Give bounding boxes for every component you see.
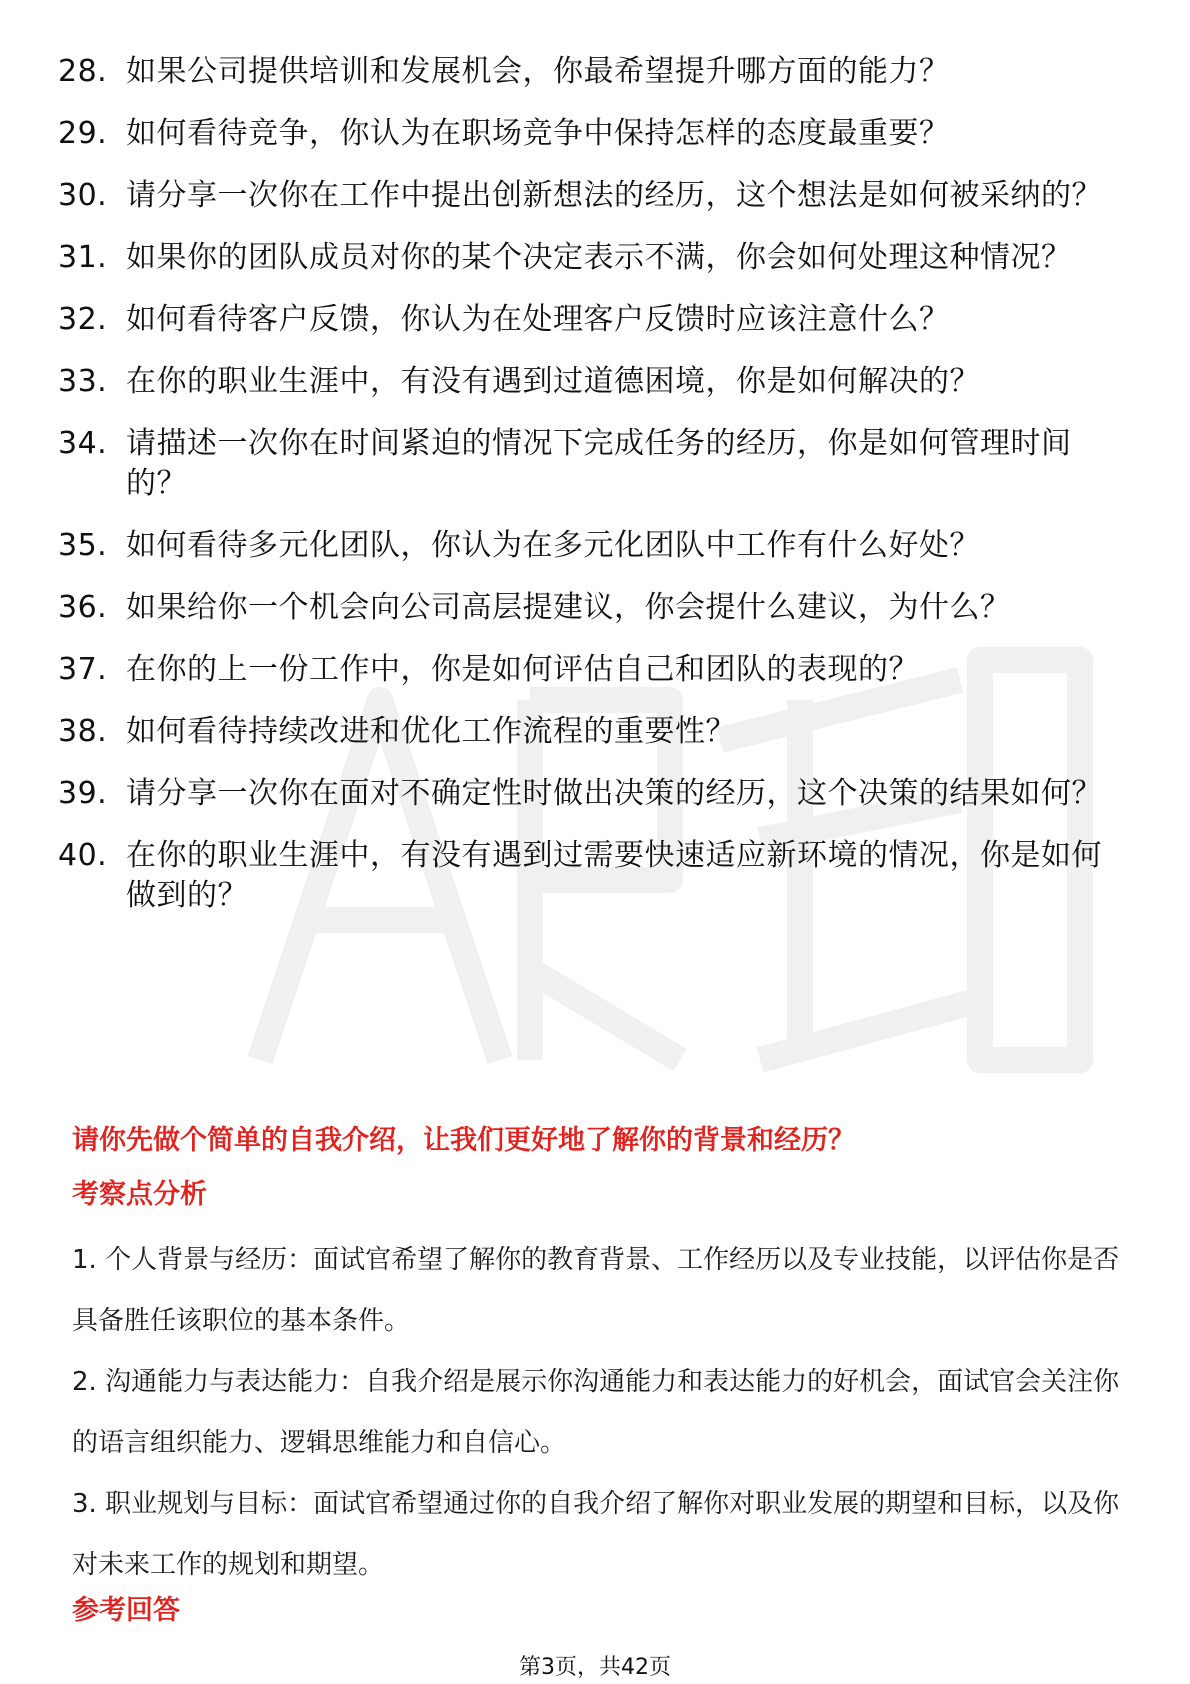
question-text: 请分享一次你在工作中提出创新想法的经历，这个想法是如何被采纳的？ — [126, 178, 1102, 213]
question-number: 28. — [58, 54, 108, 89]
question-text: 如果公司提供培训和发展机会，你最希望提升哪方面的能力？ — [126, 54, 950, 89]
question-item — [58, 424, 1118, 504]
question-item — [58, 712, 1118, 752]
question-text: 请描述一次你在时间紧迫的情况下完成任务的经历，你是如何管理时间的？ — [126, 426, 1072, 501]
section-question-heading: 请你先做个简单的自我介绍，让我们更好地了解你的背景和经历？ — [72, 1125, 855, 1156]
analysis-point-1: 1. 个人背景与经历：面试官希望了解你的教育背景、工作经历以及专业技能，以评估你是否具备胜任该职位的基本条件。 — [72, 1245, 1120, 1336]
question-number: 33. — [58, 364, 108, 399]
question-item — [58, 238, 1118, 278]
question-item — [58, 836, 1118, 916]
question-number: 38. — [58, 714, 108, 749]
question-number: 37. — [58, 652, 108, 687]
question-number: 30. — [58, 178, 108, 213]
reference-answer-heading: 参考回答 — [72, 1595, 180, 1626]
analysis-heading: 考察点分析 — [72, 1179, 207, 1210]
question-number: 34. — [58, 426, 108, 461]
question-item — [58, 588, 1118, 628]
question-text: 如何看待客户反馈，你认为在处理客户反馈时应该注意什么？ — [126, 302, 950, 337]
question-text: 如何看待多元化团队，你认为在多元化团队中工作有什么好处？ — [126, 528, 980, 563]
question-item — [58, 650, 1118, 690]
question-item — [58, 176, 1118, 216]
question-item — [58, 526, 1118, 566]
question-item — [58, 362, 1118, 402]
question-number: 39. — [58, 776, 108, 811]
question-number: 32. — [58, 302, 108, 337]
question-number: 36. — [58, 590, 108, 625]
question-text: 如何看待竞争，你认为在职场竞争中保持怎样的态度最重要？ — [126, 116, 950, 151]
question-text: 在你的上一份工作中，你是如何评估自己和团队的表现的？ — [126, 652, 919, 687]
page-number: 第3页，共42页 — [519, 1655, 671, 1680]
question-number: 35. — [58, 528, 108, 563]
question-text: 请分享一次你在面对不确定性时做出决策的经历，这个决策的结果如何？ — [126, 776, 1102, 811]
question-item — [58, 52, 1118, 92]
question-text: 在你的职业生涯中，有没有遇到过道德困境，你是如何解决的？ — [126, 364, 980, 399]
question-text: 如何看待持续改进和优化工作流程的重要性？ — [126, 714, 736, 749]
analysis-point-2: 2. 沟通能力与表达能力：自我介绍是展示你沟通能力和表达能力的好机会，面试官会关注你的语言组织能力、逻辑思维能力和自信心。 — [72, 1367, 1120, 1458]
question-item — [58, 300, 1118, 340]
question-text: 如果给你一个机会向公司高层提建议，你会提什么建议，为什么？ — [126, 590, 1011, 625]
question-item — [58, 774, 1118, 814]
analysis-point-3: 3. 职业规划与目标：面试官希望通过你的自我介绍了解你对职业发展的期望和目标，以及你对未来工作的规划和期望。 — [72, 1489, 1120, 1580]
analysis-points — [72, 1230, 1132, 1596]
question-number: 40. — [58, 838, 108, 873]
question-list — [58, 52, 1118, 938]
question-item — [58, 114, 1118, 154]
question-number: 31. — [58, 240, 108, 275]
question-number: 29. — [58, 116, 108, 151]
question-text: 如果你的团队成员对你的某个决定表示不满，你会如何处理这种情况？ — [126, 240, 1072, 275]
question-text: 在你的职业生涯中，有没有遇到过需要快速适应新环境的情况，你是如何做到的？ — [126, 838, 1102, 913]
